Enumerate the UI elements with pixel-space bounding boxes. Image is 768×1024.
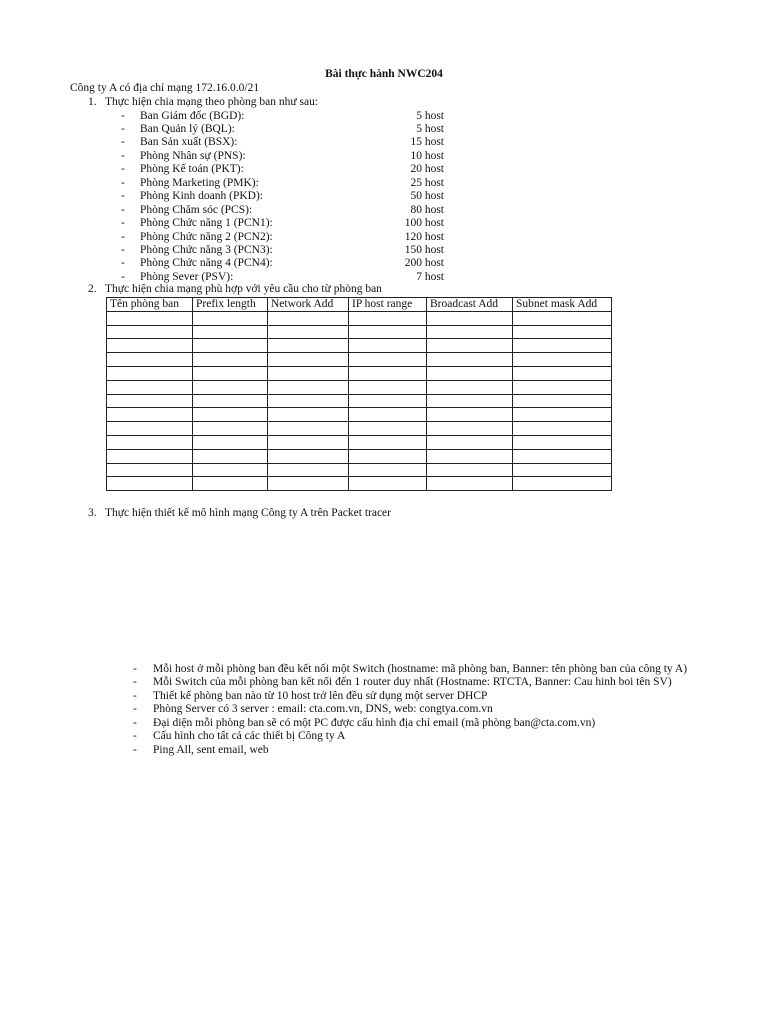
table-cell: [427, 353, 513, 367]
table-cell: [268, 353, 349, 367]
table-cell: [349, 477, 427, 491]
table-cell: [427, 422, 513, 436]
table-cell: [107, 380, 193, 394]
table-cell: [193, 477, 268, 491]
step-1-number: 1.: [88, 96, 97, 108]
step-1-text: Thực hiện chia mạng theo phòng ban như sau:: [105, 96, 319, 108]
bullet-dash: -: [133, 703, 137, 716]
step-2-number: 2.: [88, 283, 97, 295]
department-name: Phòng Chức năng 2 (PCN2):: [140, 230, 273, 243]
table-cell: [193, 435, 268, 449]
table-cell: [513, 339, 612, 353]
table-row: [107, 394, 612, 408]
bullet-dash: -: [133, 716, 137, 729]
bullet-dash: -: [121, 149, 125, 162]
bullet-dash: -: [121, 136, 125, 149]
subnet-table: [106, 297, 612, 491]
bullet-dash: -: [133, 743, 137, 756]
table-cell: [349, 380, 427, 394]
table-cell: [349, 449, 427, 463]
table-cell: [513, 449, 612, 463]
bullet-dash: -: [121, 122, 125, 135]
bullet-dash: -: [121, 109, 125, 122]
bullet-dash: -: [121, 190, 125, 203]
department-host-count: 100 host: [404, 217, 444, 230]
table-cell: [427, 449, 513, 463]
table-cell: [107, 422, 193, 436]
bullet-dash: -: [121, 203, 125, 216]
table-cell: [513, 422, 612, 436]
table-cell: [193, 463, 268, 477]
table-cell: [107, 311, 193, 325]
table-cell: [427, 394, 513, 408]
table-cell: [268, 477, 349, 491]
col-header-network-add: Network Add: [268, 298, 349, 312]
table-cell: [107, 477, 193, 491]
bullet-dash: -: [121, 163, 125, 176]
document-title: Bài thực hành NWC204: [325, 68, 443, 80]
bullet-dash: -: [121, 244, 125, 256]
table-cell: [107, 353, 193, 367]
table-cell: [513, 477, 612, 491]
table-cell: [107, 463, 193, 477]
department-name: Phòng Marketing (PMK):: [140, 176, 259, 189]
table-row: [107, 311, 612, 325]
department-name: Ban Giám đốc (BGD):: [140, 109, 245, 122]
table-cell: [513, 366, 612, 380]
table-cell: [107, 394, 193, 408]
table-cell: [107, 449, 193, 463]
table-header-row: [107, 298, 612, 312]
table-cell: [193, 325, 268, 339]
table-cell: [427, 435, 513, 449]
table-cell: [193, 353, 268, 367]
department-host-count: 200 host: [404, 257, 444, 270]
table-cell: [513, 408, 612, 422]
col-header-broadcast-add: Broadcast Add: [427, 298, 513, 312]
col-header-ten-phong-ban: Tên phòng ban: [107, 298, 193, 312]
department-name: Phòng Chức năng 4 (PCN4):: [140, 257, 273, 270]
table-cell: [107, 408, 193, 422]
table-cell: [268, 394, 349, 408]
table-row: [107, 422, 612, 436]
table-cell: [268, 449, 349, 463]
table-row: [107, 325, 612, 339]
requirement-text: Cấu hình cho tất cả các thiết bị Công ty A: [153, 730, 346, 743]
bullet-dash: -: [133, 676, 137, 689]
table-cell: [349, 325, 427, 339]
table-cell: [193, 422, 268, 436]
table-cell: [427, 408, 513, 422]
department-name: Phòng Sever (PSV):: [140, 270, 234, 283]
step-2-text: Thực hiện chia mạng phù hợp với yêu cầu cho từ phòng ban: [105, 283, 382, 295]
col-header-subnet-mask-add: Subnet mask Add: [513, 298, 612, 312]
table-cell: [349, 435, 427, 449]
department-host-count: 7 host: [416, 270, 444, 283]
table-cell: [193, 394, 268, 408]
intro-line: Công ty A có địa chỉ mạng 172.16.0.0/21: [70, 82, 260, 94]
table-cell: [268, 422, 349, 436]
table-cell: [349, 311, 427, 325]
table-cell: [268, 366, 349, 380]
bullet-dash: -: [133, 689, 137, 702]
department-host-count: 5 host: [416, 122, 444, 135]
requirement-text: Mỗi Switch của mỗi phòng ban kết nối đến 1 router duy nhất (Hostname: RTCTA, Banner: Cau hinh boi tên SV): [153, 676, 672, 689]
requirement-text: Đại diện mỗi phòng ban sẽ có một PC được cấu hình địa chỉ email (mã phòng ban@cta.com.vn): [153, 716, 596, 729]
table-cell: [513, 394, 612, 408]
table-cell: [193, 380, 268, 394]
table-cell: [513, 435, 612, 449]
department-name: Ban Quản lý (BQL):: [140, 122, 235, 135]
department-host-count: 120 host: [404, 230, 444, 243]
table-cell: [427, 380, 513, 394]
table-row: [107, 339, 612, 353]
table-cell: [349, 463, 427, 477]
requirement-text: Mỗi host ở mỗi phòng ban đều kết nối một Switch (hostname: mã phòng ban, Banner: tên phòng ban của công ty A): [153, 663, 688, 675]
table-cell: [107, 325, 193, 339]
table-row: [107, 435, 612, 449]
table-cell: [193, 366, 268, 380]
table-row: [107, 408, 612, 422]
table-row: [107, 449, 612, 463]
table-row: [107, 366, 612, 380]
table-cell: [349, 422, 427, 436]
requirement-text: Thiết kế phòng ban nào từ 10 host trở lên đều sử dụng một server DHCP: [153, 689, 488, 702]
table-cell: [349, 366, 427, 380]
table-cell: [427, 311, 513, 325]
department-name: Phòng Chức năng 3 (PCN3):: [140, 244, 273, 256]
table-cell: [427, 477, 513, 491]
table-cell: [268, 325, 349, 339]
department-name: Phòng Chăm sóc (PCS):: [140, 203, 253, 216]
table-cell: [513, 311, 612, 325]
bullet-dash: -: [133, 663, 137, 675]
department-host-count: 50 host: [410, 190, 444, 203]
table-cell: [193, 339, 268, 353]
bullet-dash: -: [121, 270, 125, 283]
table-cell: [268, 380, 349, 394]
table-row: [107, 380, 612, 394]
department-name: Phòng Kinh doanh (PKD):: [140, 190, 263, 203]
table-body: [107, 311, 612, 490]
bullet-dash: -: [133, 730, 137, 743]
department-name: Phòng Kế toán (PKT):: [140, 163, 244, 176]
col-header-prefix-length: Prefix length: [193, 298, 268, 312]
bullet-dash: -: [121, 176, 125, 189]
department-host-count: 15 host: [410, 136, 444, 149]
table-cell: [427, 339, 513, 353]
requirement-text: Ping All, sent email, web: [153, 743, 269, 756]
table-cell: [193, 311, 268, 325]
table-cell: [349, 339, 427, 353]
table-cell: [107, 366, 193, 380]
department-name: Ban Sản xuất (BSX):: [140, 136, 238, 149]
table-cell: [513, 353, 612, 367]
table-cell: [107, 339, 193, 353]
step-3-number: 3.: [88, 507, 97, 519]
table-cell: [427, 366, 513, 380]
department-host-count: 80 host: [410, 203, 444, 216]
table-cell: [513, 463, 612, 477]
table-row: [107, 463, 612, 477]
table-cell: [268, 311, 349, 325]
table-cell: [349, 408, 427, 422]
table-cell: [427, 463, 513, 477]
step-3-text: Thực hiện thiết kế mô hình mạng Công ty A trên Packet tracer: [105, 507, 391, 519]
department-name: Phòng Nhân sự (PNS):: [140, 149, 246, 162]
table-cell: [193, 449, 268, 463]
table-cell: [107, 435, 193, 449]
table-cell: [268, 435, 349, 449]
department-host-count: 10 host: [410, 149, 444, 162]
table-cell: [513, 325, 612, 339]
table-cell: [513, 380, 612, 394]
table-cell: [427, 325, 513, 339]
col-header-ip-host-range: IP host range: [349, 298, 427, 312]
requirement-text: Phòng Server có 3 server : email: cta.com.vn, DNS, web: congtya.com.vn: [153, 703, 493, 716]
bullet-dash: -: [121, 257, 125, 270]
table-cell: [268, 339, 349, 353]
table-cell: [268, 463, 349, 477]
table-row: [107, 353, 612, 367]
bullet-dash: -: [121, 217, 125, 230]
table-cell: [349, 353, 427, 367]
table-row: [107, 477, 612, 491]
table-cell: [193, 408, 268, 422]
department-host-count: 5 host: [416, 109, 444, 122]
bullet-dash: -: [121, 230, 125, 243]
department-name: Phòng Chức năng 1 (PCN1):: [140, 217, 273, 230]
table-cell: [268, 408, 349, 422]
table-cell: [349, 394, 427, 408]
department-host-count: 20 host: [410, 163, 444, 176]
department-host-count: 25 host: [410, 176, 444, 189]
department-host-count: 150 host: [404, 244, 444, 256]
